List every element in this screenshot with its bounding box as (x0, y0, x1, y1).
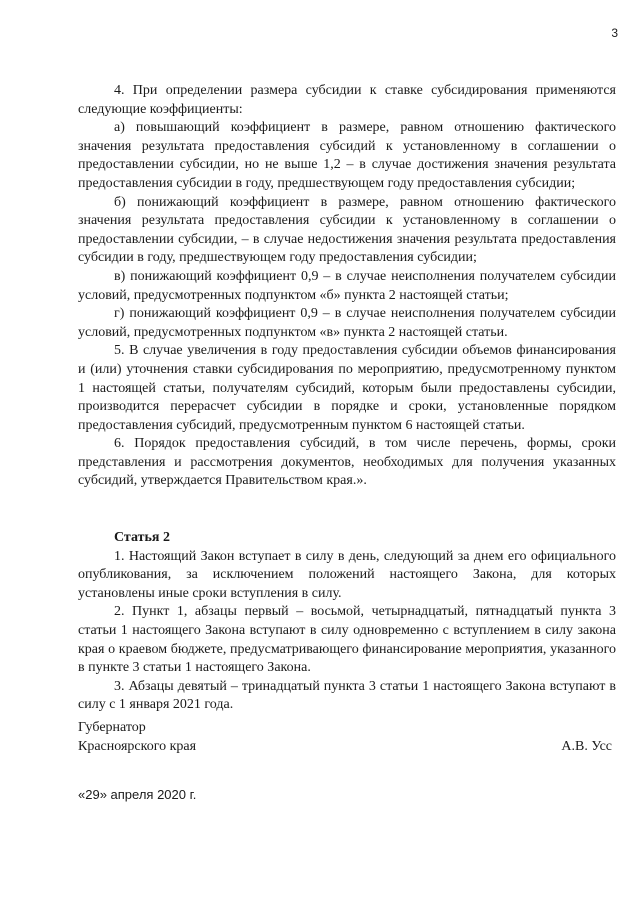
article-2-paragraph-1: 1. Настоящий Закон вступает в силу в день, следующий за днем его официального опубликования, за исключением положений настоящего Закона, для которых установлены иные сроки вступления в силу. (78, 548, 616, 601)
article-2-paragraph-2: 2. Пункт 1, абзацы первый – восьмой, четырнадцатый, пятнадцатый пункта 3 статьи 1 настоящего Закона вступают в силу одновременно с вступлением в силу закона края о краевом бюджете, предусматривающего финансирование мероприятия, указанного в пункте 3 статьи 1 настоящего Закона. (78, 604, 616, 676)
article-2-paragraph-3: 3. Абзацы девятый – тринадцатый пункта 3 статьи 1 настоящего Закона вступают в силу с 1 января 2021 года. (78, 678, 616, 713)
paragraph-4v: в) понижающий коэффициент 0,9 – в случае неисполнения получателем субсидии условий, предусмотренных подпунктом «б» пункта 2 настоящей статьи; (78, 268, 616, 303)
signatory-title-line2: Красноярского края (78, 739, 197, 754)
signature-block (78, 718, 616, 756)
document-body (78, 82, 616, 715)
section-gap (78, 491, 616, 510)
signatory-name: А.В. Усс (561, 739, 612, 754)
article-2-heading: Статья 2 (114, 530, 170, 546)
paragraph-6: 6. Порядок предоставления субсидий, в том числе перечень, формы, сроки представления и рассмотрения документов, необходимых для получения указанных субсидий, утверждается Правительством края.». (78, 436, 616, 489)
paragraph-4a: а) повышающий коэффициент в размере, равном отношению фактического значения результата предоставления субсидий к установленному в соглашении о предоставлении субсидии, но не выше 1,2 – в случае достижения значения результата предоставления субсидии в году, предшествующем году предоставления субсидии; (78, 120, 616, 191)
paragraph-4b: б) понижающий коэффициент в размере, равном отношению фактического значения результата предоставления субсидии к установленному в соглашении о предоставлении субсидии, – в случае недостижения значения результата предоставления субсидии в году, предшествующем году предоставления субсидии; (78, 194, 616, 266)
paragraph-5: 5. В случае увеличения в году предоставления субсидии объемов финансирования и (или) уточнения ставки субсидирования по мероприятию, предусмотренному пунктом 1 настоящей статьи, получателям субсидий, которым были предоставлены субсидии, производится перерасчет субсидии в порядке и сроки, установленные порядком предоставления субсидий, предусмотренным пунктом 6 настоящей статьи. (78, 343, 616, 433)
paragraph-4: 4. При определении размера субсидии к ставке субсидирования применяются следующие коэффициенты: (78, 83, 616, 117)
paragraph-4g: г) понижающий коэффициент 0,9 – в случае неисполнения получателем субсидии условий, предусмотренных подпунктом «в» пункта 2 настоящей статьи. (78, 306, 616, 340)
section-gap (78, 510, 616, 529)
document-date: «29» апреля 2020 г. (78, 787, 197, 802)
page-number: 3 (611, 26, 618, 40)
signatory-title-line1: Губернатор (78, 720, 146, 735)
